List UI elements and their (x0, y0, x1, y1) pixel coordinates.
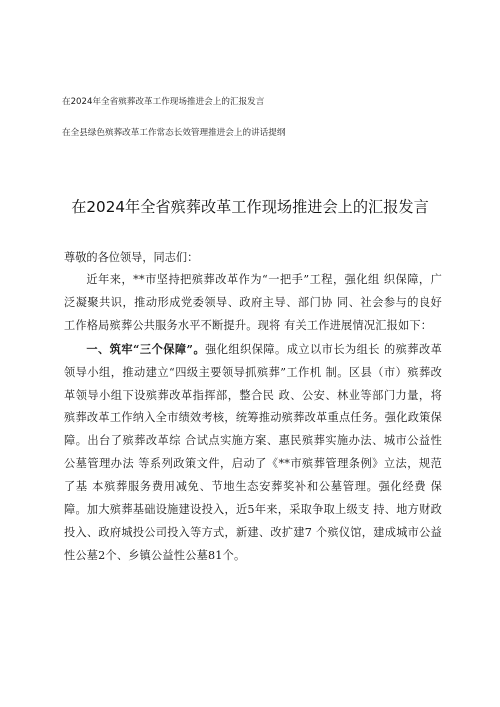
salutation: 尊敬的各位领导，同志们： (64, 251, 199, 264)
intro-paragraph: 近年来，**市坚持把殡葬改革作为“一把手”工程，强化组 织保障，广泛凝聚共识，推动形成党委领导、政府主导、部门协 同、社会参与的良好工作格局殡葬公共服务水平不断提升。现将 有关工作进展情况汇报如下： (64, 273, 442, 332)
section-1-paragraph (64, 338, 442, 568)
toc-list (62, 97, 462, 139)
section-1-heading: 一、筑牢“三个保障”。 (86, 341, 206, 356)
section-1-text: 强化组织保障。成立以市长为组长 的殡葬改革领导小组，推动建立“四级主要领导抓殡葬”工作机 制。区县（市）殡葬改革领导小组下设殡葬改革指挥部，整合民 政、公安、林业等部门力量，将殡葬改革工作纳入全市绩效考核，统筹推动殡葬改革重点任务。强化政策保障。出台了殡葬改革综 合试点实施方案、惠民殡葬实施办法、城市公益性公墓管理办法 等系列政策文件，启动了《**市殡葬管理条例》立法，规范了基 本殡葬服务费用减免、节地生态安葬奖补和公墓管理。强化经费 保障。加大殡葬基础设施建设投入，近5年来，采取争取上级支 持、地方财政投入、政府城投公司投入等方式，新建、改扩建7 个殡仪馆，建成城市公益性公墓2个、乡镇公益性公墓81个。 (64, 342, 442, 562)
document-title: 在2024年全省殡葬改革工作现场推进会上的汇报发言 (71, 198, 429, 216)
document-body (64, 247, 442, 568)
toc-item[interactable]: 在全县绿色殡葬改革工作常态长效管理推进会上的讲话提纲 (62, 128, 286, 138)
toc-item[interactable]: 在2024年全省殡葬改革工作现场推进会上的汇报发言 (62, 97, 265, 107)
